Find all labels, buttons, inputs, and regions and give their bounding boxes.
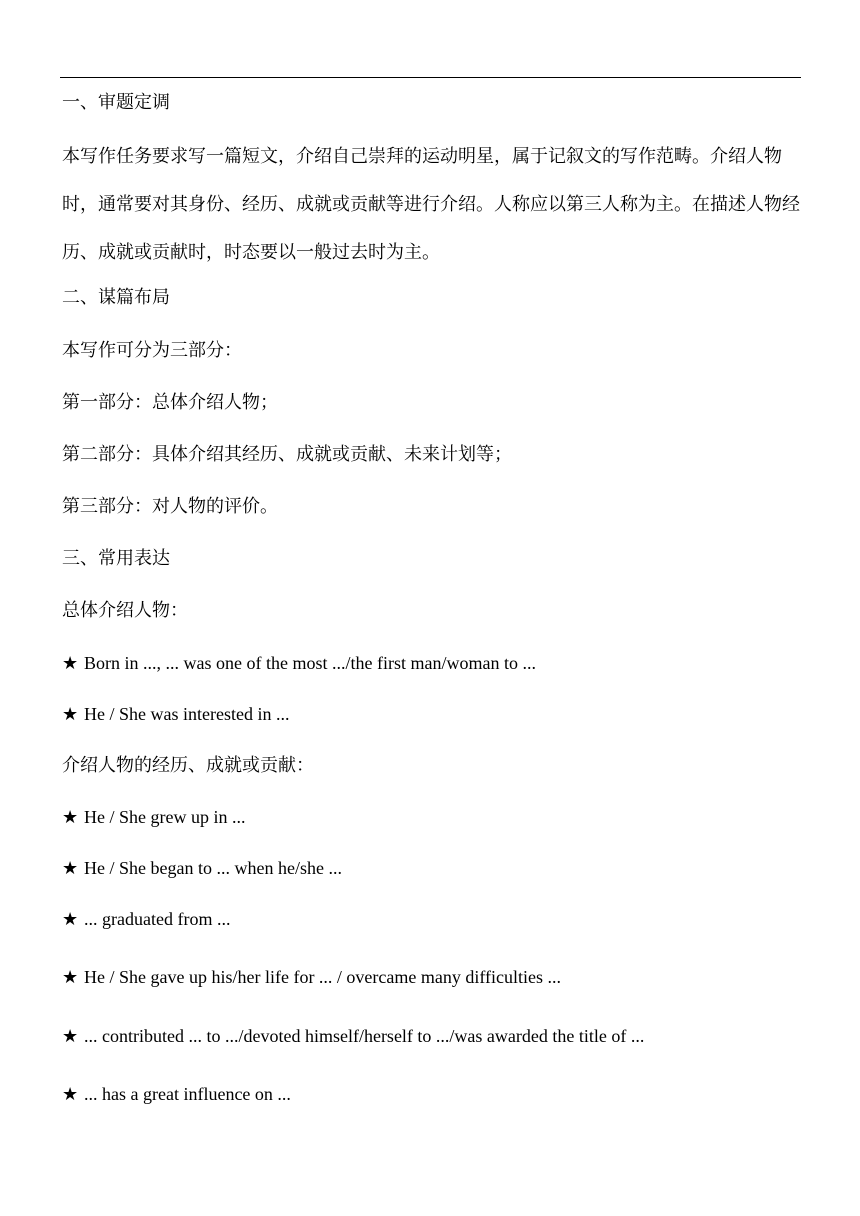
star-icon: ★ [62, 704, 79, 724]
section-1-paragraph: 本写作任务要求写一篇短文，介绍自己崇拜的运动明星，属于记叙文的写作范畴。介绍人物时，通常要对其身份、经历、成就或贡献等进行介绍。人称应以第三人称为主。在描述人物经历、成就或贡献时，时态要以一般过去时为主。 [62, 146, 800, 262]
subheading-experience: 介绍人物的经历、成就或贡献： [62, 755, 314, 775]
header-rule [60, 77, 801, 78]
expression-text: ... graduated from ... [84, 909, 231, 929]
expression-text: ... has a great influence on ... [84, 1084, 291, 1104]
star-icon: ★ [62, 1026, 79, 1046]
structure-part-1: 第一部分：总体介绍人物； [62, 392, 278, 412]
expression-item [62, 805, 245, 829]
expression-text: Born in ..., ... was one of the most .../the first man/woman to ... [84, 653, 536, 673]
expression-text: ... contributed ... to .../devoted himself/herself to .../was awarded the title of ... [84, 1026, 645, 1046]
section-heading-3: 三、常用表达 [62, 548, 170, 568]
expression-text: He / She began to ... when he/she ... [84, 858, 342, 878]
section-heading-1: 一、审题定调 [62, 92, 170, 112]
expression-item [62, 651, 536, 675]
star-icon: ★ [62, 858, 79, 878]
structure-intro: 本写作可分为三部分： [62, 340, 242, 360]
expression-item [62, 1082, 291, 1106]
section-heading-2: 二、谋篇布局 [62, 287, 170, 307]
expression-text: He / She was interested in ... [84, 704, 290, 724]
star-icon: ★ [62, 653, 79, 673]
structure-part-2: 第二部分：具体介绍其经历、成就或贡献、未来计划等； [62, 444, 512, 464]
structure-part-3: 第三部分：对人物的评价。 [62, 496, 278, 516]
expression-item [62, 907, 230, 931]
expression-text: He / She grew up in ... [84, 807, 246, 827]
star-icon: ★ [62, 909, 79, 929]
star-icon: ★ [62, 967, 79, 987]
subheading-general: 总体介绍人物： [62, 600, 188, 620]
expression-item [62, 1024, 644, 1048]
expression-item [62, 856, 342, 880]
expression-item [62, 965, 561, 989]
expression-text: He / She gave up his/her life for ... / overcame many difficulties ... [84, 967, 562, 987]
expression-item [62, 702, 289, 726]
star-icon: ★ [62, 807, 79, 827]
star-icon: ★ [62, 1084, 79, 1104]
